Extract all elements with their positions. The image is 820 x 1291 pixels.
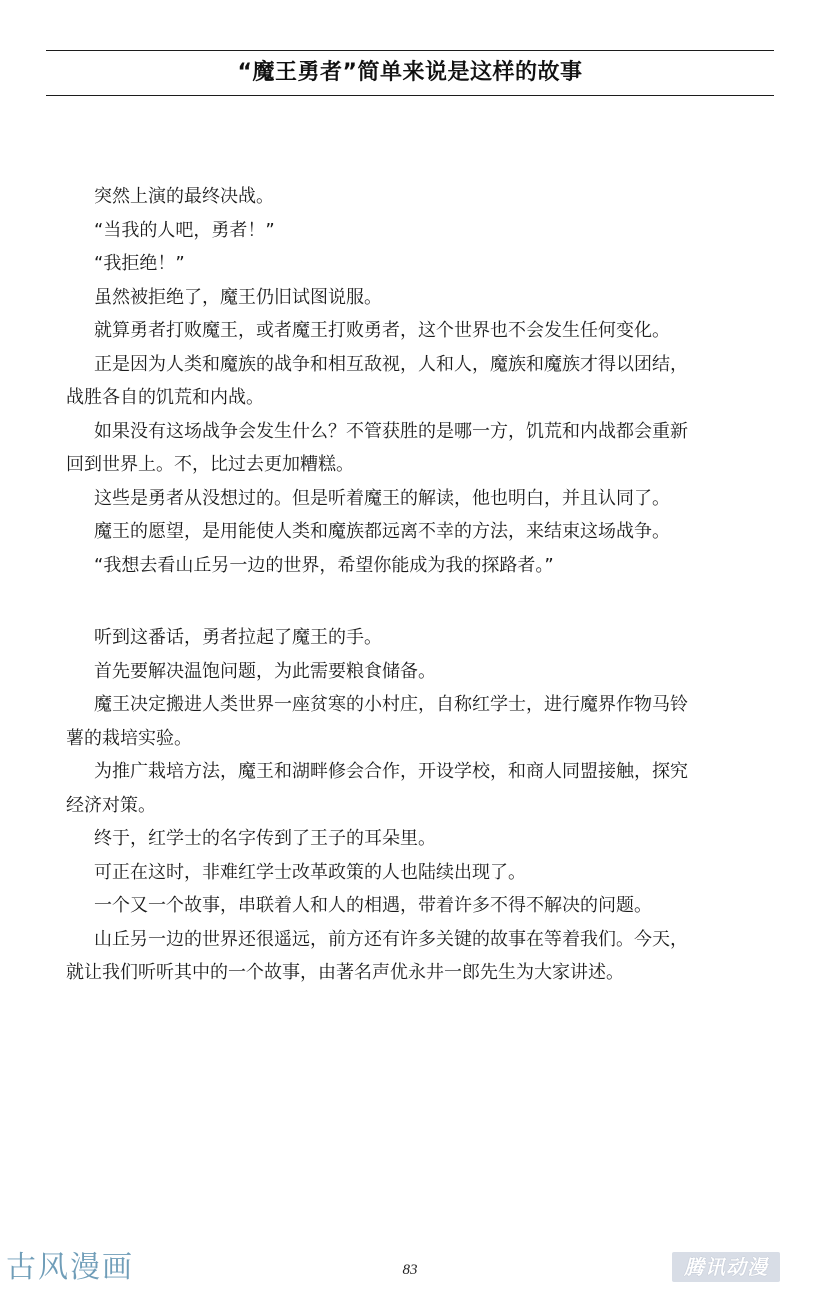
page-title: “魔王勇者”简单来说是这样的故事 [237, 60, 583, 85]
paragraph-line: 魔王决定搬进人类世界一座贫寒的小村庄，自称红学士，进行魔界作物马铃 [94, 694, 688, 715]
paragraph-line: 一个又一个故事，串联着人和人的相遇，带着许多不得不解决的问题。 [94, 895, 652, 916]
paragraph-line: 如果没有这场战争会发生什么？不管获胜的是哪一方，饥荒和内战都会重新 [94, 420, 688, 442]
paragraph-line: 虽然被拒绝了，魔王仍旧试图说服。 [94, 286, 382, 308]
paragraph-line: 可正在这时，非难红学士改革政策的人也陆续出现了。 [94, 861, 526, 883]
paragraph-line: 听到这番话，勇者拉起了魔王的手。 [94, 627, 382, 648]
watermark-tencent-logo: 腾讯动漫 [672, 1252, 780, 1282]
section-gap [94, 582, 774, 621]
paragraph-line: “我拒绝！” [94, 253, 185, 274]
paragraph-line: 首先要解决温饱问题，为此需要粮食储备。 [94, 660, 436, 682]
watermark-gufeng-logo: 古风漫画 [6, 1250, 134, 1285]
header-rule-top [46, 50, 774, 51]
section-2 [66, 621, 774, 990]
header-rule-bottom [46, 95, 774, 96]
paragraph-line: 正是因为人类和魔族的战争和相互敌视，人和人，魔族和魔族才得以团结， [94, 353, 688, 375]
paragraph-line: “我想去看山丘另一边的世界，希望你能成为我的探路者。” [94, 554, 554, 576]
paragraph-continuation-line: 就让我们听听其中的一个故事，由著名声优永井一郎先生为大家讲述。 [66, 962, 624, 983]
page-number: 83 [402, 1262, 418, 1278]
paragraph-continuation-line: 战胜各自的饥荒和内战。 [66, 387, 264, 408]
paragraph-line: 魔王的愿望，是用能使人类和魔族都远离不幸的方法，来结束这场战争。 [94, 521, 670, 542]
paragraph-line: 突然上演的最终决战。 [94, 186, 274, 207]
paragraph-line: “当我的人吧，勇者！” [94, 219, 275, 241]
paragraph-line: 就算勇者打败魔王，或者魔王打败勇者，这个世界也不会发生任何变化。 [94, 320, 670, 341]
section-1 [66, 180, 774, 582]
paragraph-line: 终于，红学士的名字传到了王子的耳朵里。 [94, 828, 436, 849]
paragraph-line: 山丘另一边的世界还很遥远，前方还有许多关键的故事在等着我们。今天， [94, 928, 688, 950]
paragraph-line: 为推广栽培方法，魔王和湖畔修会合作，开设学校，和商人同盟接触，探究 [94, 761, 688, 782]
body-text [66, 180, 774, 990]
paragraph-continuation-line: 薯的栽培实验。 [66, 727, 192, 749]
paragraph-continuation-line: 回到世界上。不，比过去更加糟糕。 [66, 454, 354, 475]
paragraph-line: 这些是勇者从没想过的。但是听着魔王的解读，他也明白，并且认同了。 [94, 487, 670, 509]
paragraph-continuation-line: 经济对策。 [66, 794, 156, 816]
